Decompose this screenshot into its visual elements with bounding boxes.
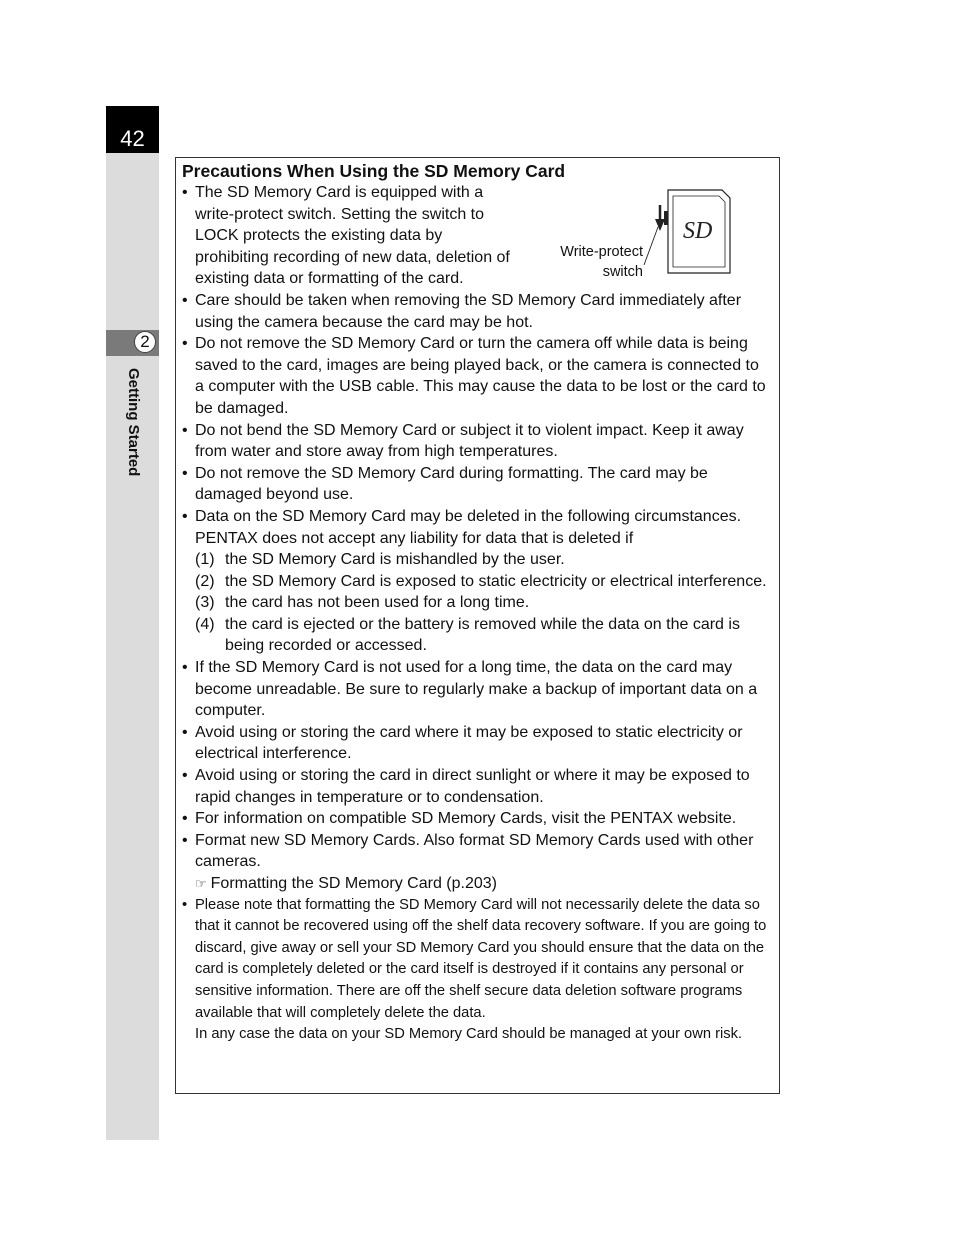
circumstance-item: (4) the card is ejected or the battery is removed while the data on the card is being recorded or accessed. — [195, 615, 740, 655]
chapter-number: 2 — [134, 331, 156, 353]
precautions-list — [182, 182, 772, 1046]
circumstances-list — [195, 549, 772, 657]
page-reference: ☞ Formatting the SD Memory Card (p.203) — [195, 875, 497, 892]
write-protect-label: Write-protect switch — [560, 244, 643, 280]
circumstance-item: (2) the SD Memory Card is exposed to static electricity or electrical interference. — [195, 572, 767, 590]
reference-icon: ☞ — [195, 876, 207, 891]
list-item: • Do not remove the SD Memory Card during formatting. The card may be damaged beyond use. — [182, 463, 772, 506]
list-item: • Care should be taken when removing the SD Memory Card immediately after using the camera because the card may be hot. — [182, 290, 772, 333]
list-item: • Avoid using or storing the card where it may be exposed to static electricity or electrical interference. — [182, 722, 772, 765]
closing-note: In any case the data on your SD Memory Card should be managed at your own risk. — [195, 1026, 742, 1043]
list-item: • Data on the SD Memory Card may be deleted in the following circumstances. PENTAX does not accept any liability for data that is deleted if (1) the SD Memory Card is mishandled by the user. (2) the SD Memory Card is exposed to static electricity or electrical interference. (3) the card has not been used for a long time. (4) the card is ejected or the battery is removed while the data on the card is being recorded or accessed. — [182, 506, 772, 657]
list-item: • Format new SD Memory Cards. Also format SD Memory Cards used with other cameras. ☞ Formatting the SD Memory Card (p.203) — [182, 830, 772, 895]
list-item: • Do not bend the SD Memory Card or subject it to violent impact. Keep it away from water and store away from high temperatures. — [182, 420, 772, 463]
list-item: • Avoid using or storing the card in direct sunlight or where it may be exposed to rapid changes in temperature or to condensation. — [182, 765, 772, 808]
page-number: 42 — [120, 126, 145, 151]
list-item: • If the SD Memory Card is not used for a long time, the data on the card may become unreadable. Be sure to regularly make a backup of important data on a computer. — [182, 657, 772, 722]
list-item: • Do not remove the SD Memory Card or turn the camera off while data is being saved to the card, images are being played back, or the camera is connected to a computer with the USB cable. This may cause the data to be lost or the card to be damaged. — [182, 333, 772, 419]
list-item: • The SD Memory Card is equipped with a write-protect switch. Setting the switch to LOCK protects the existing data by prohibiting recording of new data, deletion of existing data or formatting of the card. — [182, 182, 517, 290]
chapter-title: Getting Started — [125, 368, 142, 477]
section-title: Precautions When Using the SD Memory Card — [182, 161, 566, 181]
circumstance-item: (3) the card has not been used for a long time. — [195, 594, 530, 612]
circumstance-item: (1) the SD Memory Card is mishandled by the user. — [195, 551, 565, 569]
list-item: • For information on compatible SD Memory Cards, visit the PENTAX website. — [182, 808, 772, 830]
list-item: • Please note that formatting the SD Memory Card will not necessarily delete the data so that it cannot be recovered using off the shelf data recovery software. If you are going to discard, give away or sell your SD Memory Card you should ensure that the data on the card is completely deleted or the card itself is destroyed if it contains any personal or sensitive information. There are off the shelf secure data deletion software programs available that will completely delete the data. In any case the data on your SD Memory Card should be managed at your own risk. — [182, 895, 772, 1046]
side-bar — [106, 106, 159, 1140]
sd-logo: SD — [683, 218, 713, 244]
